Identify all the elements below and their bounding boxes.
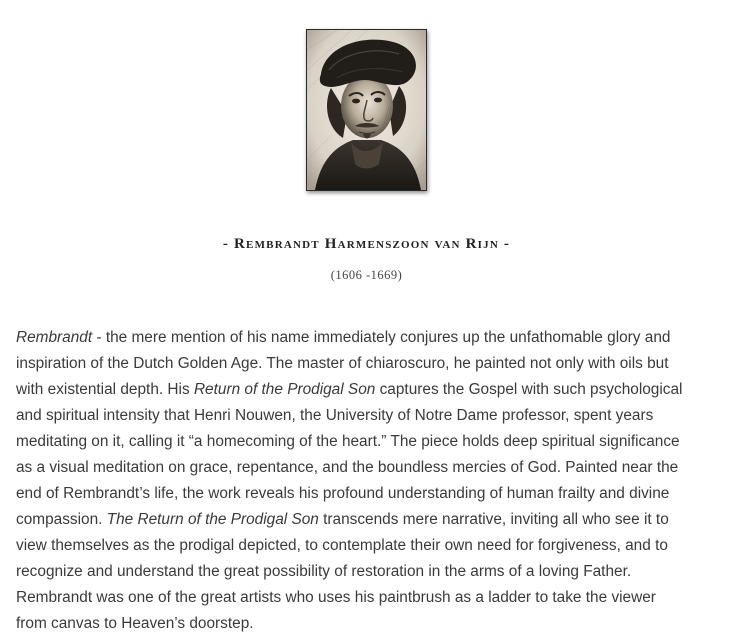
bio-text: meditating on it, calling it “a homecoming of the heart.” The piece holds deep spiritual significance (16, 433, 680, 450)
bio-text: recognize and understand the great possibility of restoration in the arms of a loving Father. (16, 563, 632, 580)
bio-text: Rembrandt was one of the great artists who uses his paintbrush as a ladder to take the viewer (16, 589, 656, 606)
bio-emphasis: The Return of the Prodigal Son (106, 511, 319, 528)
bio-line (16, 533, 728, 559)
bio-line (16, 429, 728, 455)
artist-biography (16, 325, 728, 637)
bio-line (16, 325, 728, 351)
bio-emphasis: Return of the Prodigal Son (193, 381, 376, 398)
bio-text: transcends mere narrative, inviting all who see it to (318, 511, 669, 528)
bio-line (16, 611, 728, 637)
bio-line (16, 351, 728, 377)
bio-line (16, 507, 728, 533)
artist-portrait (306, 29, 427, 191)
bio-text: with existential depth. His (16, 381, 194, 398)
artist-name: - Rembrandt Harmenszoon van Rijn - (222, 236, 511, 252)
bio-line (16, 455, 728, 481)
bio-line (16, 559, 728, 585)
bio-text: end of Rembrandt’s life, the work reveals his profound understanding of human frailty and divine (16, 485, 670, 502)
bio-text: captures the Gospel with such psychological (375, 381, 683, 398)
bio-text: and spiritual intensity that Henri Nouwen, the University of Notre Dame professor, spent years (16, 407, 654, 424)
bio-text: as a visual meditation on grace, repentance, and the boundless mercies of God. Painted near the (16, 459, 679, 476)
artist-portrait-etching-icon (307, 30, 426, 190)
bio-text: compassion. (16, 511, 107, 528)
bio-line (16, 377, 728, 403)
bio-text: inspiration of the Dutch Golden Age. The master of chiaroscuro, he painted not only with oils but (16, 355, 669, 372)
bio-line (16, 585, 728, 611)
bio-text: - the mere mention of his name immediately conjures up the unfathomable glory and (92, 329, 671, 346)
bio-line (16, 481, 728, 507)
bio-text: view themselves as the prodigal depicted, to contemplate their own need for forgiveness, and to (16, 537, 668, 554)
bio-emphasis: Rembrandt (16, 329, 93, 346)
bio-line (16, 403, 728, 429)
artist-dates: (1606 -1669) (330, 268, 403, 282)
bio-text: from canvas to Heaven’s doorstep. (16, 615, 254, 632)
